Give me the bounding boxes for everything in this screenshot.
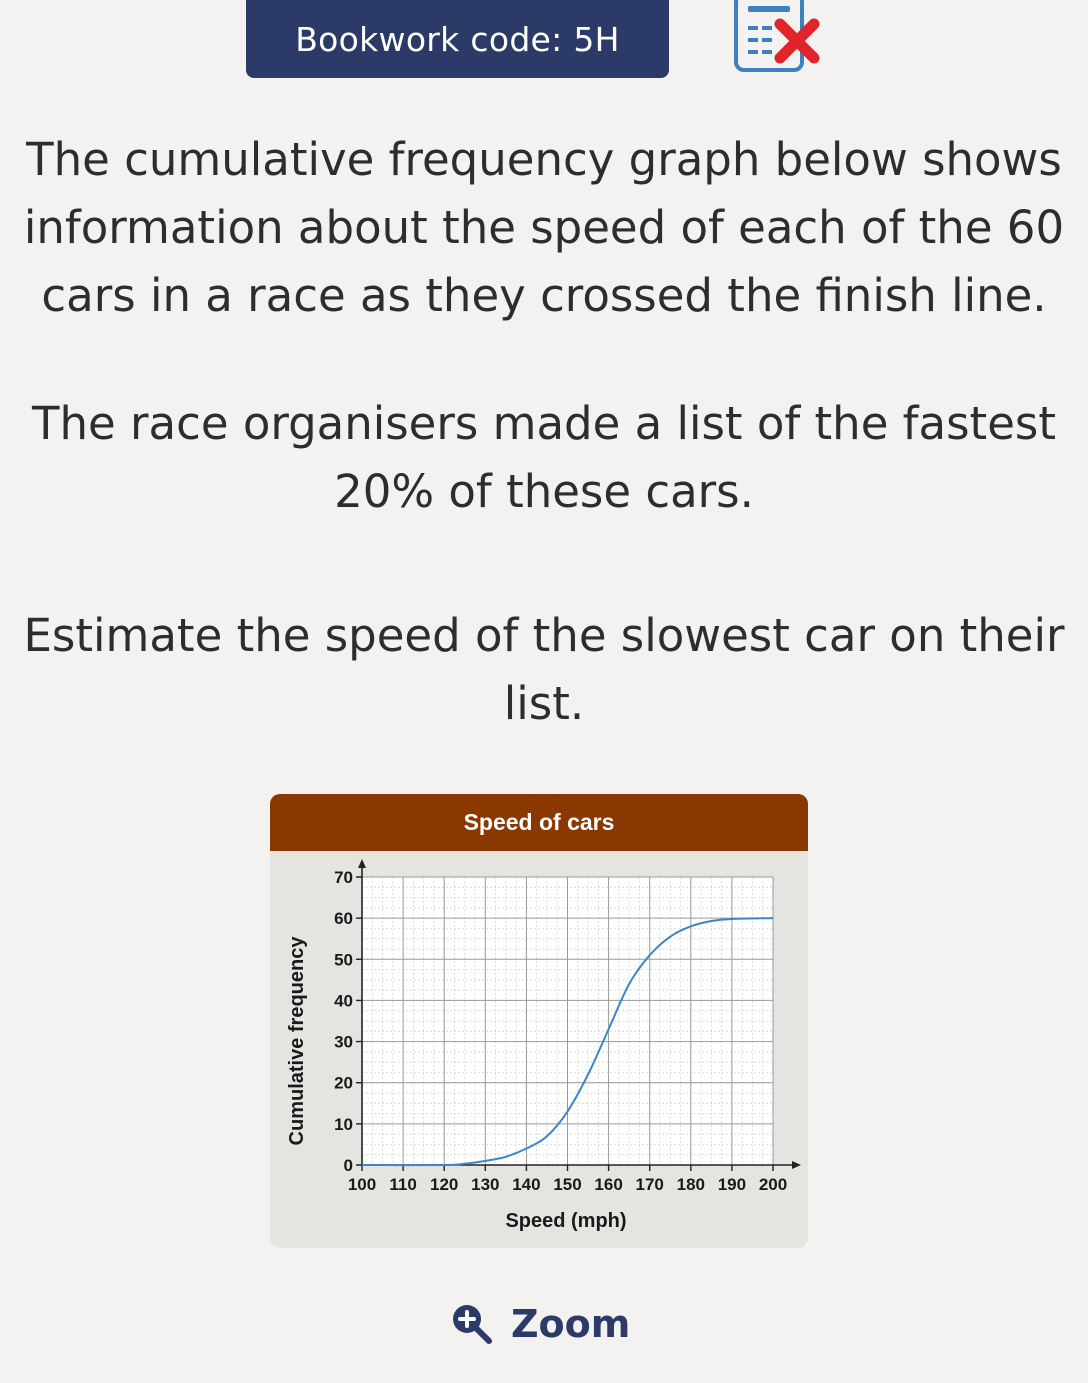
zoom-in-icon	[449, 1301, 495, 1347]
x-tick-label: 140	[512, 1175, 541, 1194]
x-tick-label: 110	[389, 1175, 417, 1194]
x-tick-label: 150	[553, 1175, 582, 1194]
y-tick-label: 50	[334, 950, 353, 970]
chart-title: Speed of cars	[270, 794, 808, 851]
y-tick-label: 30	[334, 1032, 353, 1052]
y-tick-label: 60	[334, 909, 353, 929]
chart-card	[270, 794, 808, 1248]
calculator-not-allowed-icon	[728, 0, 828, 76]
cumulative-frequency-chart	[270, 851, 808, 1248]
y-tick-label: 20	[334, 1073, 353, 1093]
bookwork-code-badge: Bookwork code: 5H	[246, 0, 669, 78]
y-tick-label: 0	[343, 1156, 353, 1175]
x-tick-label: 120	[430, 1175, 459, 1194]
y-tick-label: 70	[334, 868, 353, 887]
question-task: Estimate the speed of the slowest car on their list.	[23, 609, 1065, 730]
question-detail: The race organisers made a list of the fastest 20% of these cars.	[32, 397, 1056, 518]
x-tick-label: 100	[347, 1175, 377, 1194]
x-tick-label: 170	[635, 1175, 664, 1194]
zoom-button[interactable]	[449, 1296, 630, 1352]
x-tick-label: 160	[594, 1175, 623, 1194]
x-tick-label: 200	[758, 1175, 788, 1194]
zoom-label: Zoom	[511, 1302, 631, 1346]
x-tick-label: 180	[676, 1175, 705, 1194]
y-axis-label: Cumulative frequency	[286, 936, 308, 1146]
y-tick-label: 40	[334, 991, 353, 1011]
x-tick-label: 190	[717, 1175, 747, 1194]
y-tick-label: 10	[334, 1114, 353, 1134]
x-tick-label: 130	[471, 1175, 500, 1194]
x-axis-label: Speed (mph)	[505, 1210, 627, 1232]
question-intro: The cumulative frequency graph below shows information about the speed of each of the 60 cars in a race as they crossed the finish line.	[23, 133, 1065, 322]
